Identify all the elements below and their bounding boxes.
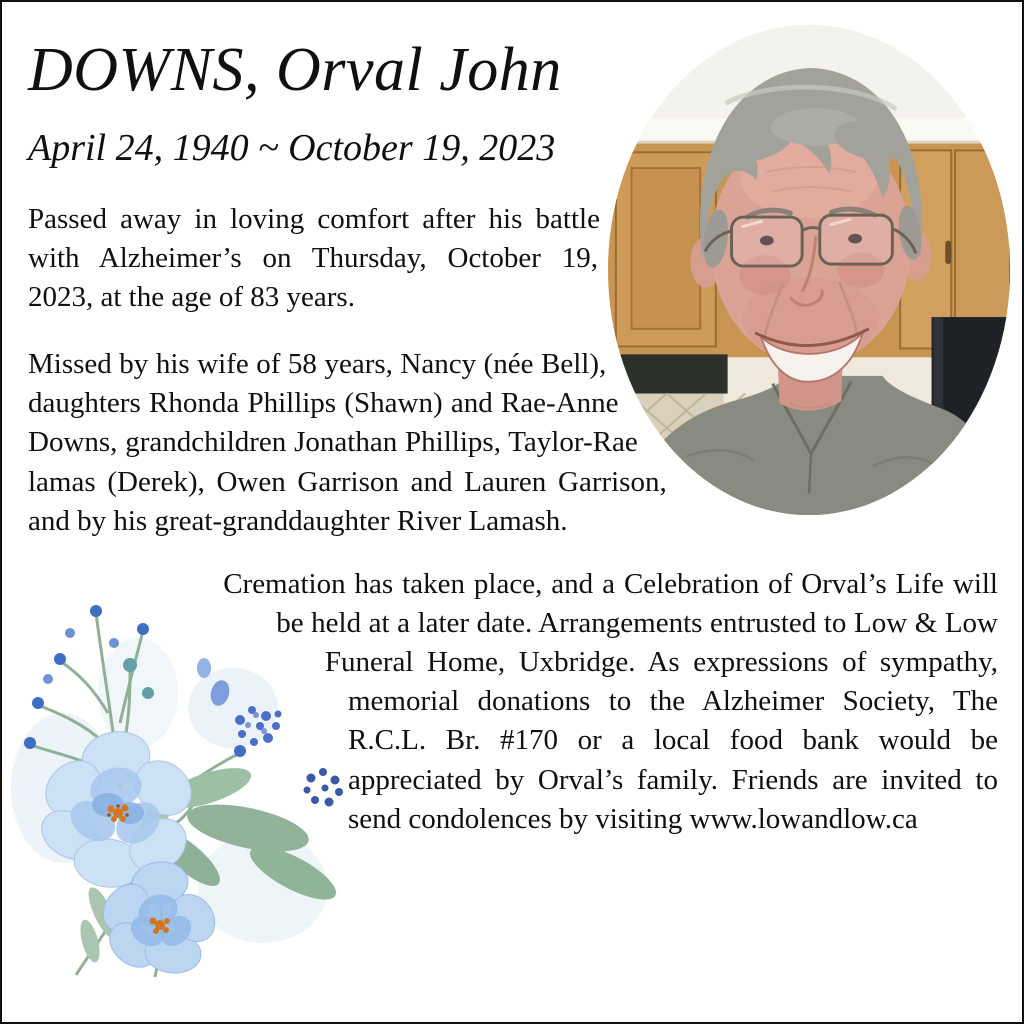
portrait-photo-image: [608, 24, 1010, 516]
arrangements-section: [28, 565, 998, 839]
life-dates: April 24, 1940 ~ October 19, 2023: [28, 127, 556, 170]
deceased-name: DOWNS, Orval John: [28, 36, 562, 104]
portrait-photo: [608, 24, 1010, 516]
website-link[interactable]: www.lowandlow.ca: [689, 802, 918, 835]
paragraph-passing: Passed away in loving comfort after his battle with Alzheimer’s on Thursday, October 19, 2023, at the age of 83 years.: [28, 202, 600, 314]
paragraph-family: Missed by his wife of 58 years, Nancy (née Bell), daughters Rhonda Phillips (Shawn) and Rae-Anne Downs, grandchildren Jonathan Phillips, Taylor-Rae lamas (Derek), Owen Garrison and Lauren Garrison, and by his great-granddaughter River Lamash.: [28, 348, 667, 537]
arrangements-text: Cremation has taken place, and a Celebration of Orval’s Life will be held at a later date. Arrangements entrusted to Low & Low Funeral Home, Uxbridge. As expressions of sympathy, memorial donations to the Alzheimer Society, The R.C.L. Br. #170 or a local food bank would be appreciated by Orval’s family. Friends are invited to send condolences by visiting: [223, 567, 998, 835]
